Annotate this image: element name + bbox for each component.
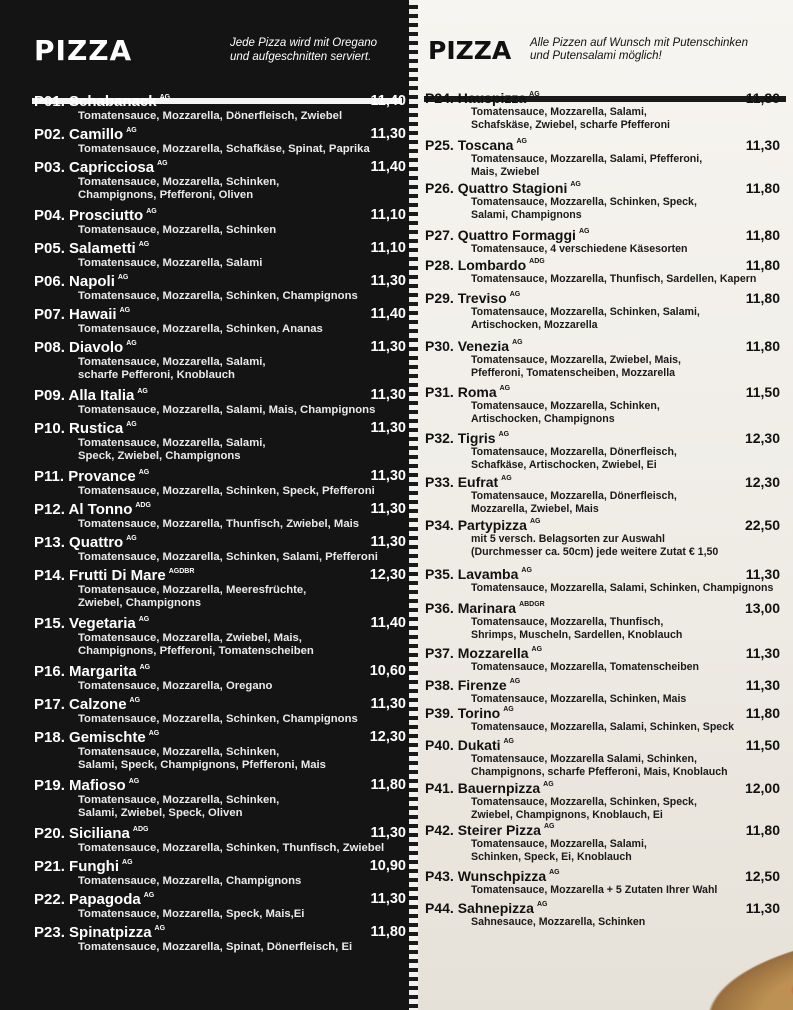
left-page-title: PIZZA (34, 34, 133, 67)
menu-item-number: P42. (425, 822, 454, 838)
allergen-code: AG (138, 469, 150, 476)
menu-item-price: 11,80 (745, 290, 780, 306)
menu-item-name: Prosciutto (69, 207, 144, 224)
menu-item-title (425, 822, 554, 838)
menu-item-price: 11,40 (370, 93, 406, 109)
menu-item-title (34, 207, 157, 224)
menu-item-description: Tomatensauce, Mozzarella, Schinken (78, 224, 277, 236)
menu-item-description: Tomatensauce, Mozzarella, Oregano (78, 680, 273, 692)
allergen-code: AG (529, 91, 540, 98)
allergen-code: AG (159, 94, 171, 101)
menu-item-name: Frutti Di Mare (69, 567, 166, 584)
menu-item-name: Mafioso (69, 777, 126, 794)
menu-item-price: 12,30 (369, 729, 406, 745)
menu-item-price: 12,30 (744, 430, 780, 446)
menu-item-number: P30. (425, 338, 454, 354)
menu-item-name: Calzone (69, 696, 127, 713)
menu-item-number: P33. (425, 474, 454, 490)
allergen-code: AG (570, 181, 581, 188)
menu-item-title (34, 273, 128, 290)
menu-item-title (34, 615, 149, 632)
menu-item-price: 11,80 (370, 924, 406, 940)
allergen-code: ADG (135, 502, 151, 509)
menu-item-title (34, 420, 137, 437)
menu-item-name: Alla Italia (68, 387, 135, 404)
allergen-code: AG (578, 228, 590, 235)
menu-item-title (425, 517, 540, 533)
menu-item-number: P01. (34, 93, 65, 110)
menu-item-name: Hauspizza (457, 90, 527, 106)
menu-item-title (34, 93, 170, 110)
menu-item-number: P12. (34, 501, 65, 518)
menu-item-title (425, 180, 581, 196)
menu-item-price: 11,10 (370, 207, 406, 223)
menu-item-description: Tomatensauce, Mozzarella, Schinken, Salami, Zwiebel, Speck, Oliven (78, 794, 280, 819)
allergen-code: AG (137, 388, 148, 395)
left-page-subtitle: Jede Pizza wird mit Oregano und aufgeschnitten serviert. (230, 37, 378, 63)
menu-item-number: P10. (34, 420, 65, 437)
menu-item-title (425, 137, 527, 153)
menu-item-description: Tomatensauce, Mozzarella, Schinken, Mais (471, 693, 687, 705)
menu-item-title (34, 663, 150, 680)
menu-item-description: Tomatensauce, Mozzarella, Schinken, Salami, Pfefferoni (78, 551, 378, 563)
allergen-code: AG (126, 340, 137, 347)
allergen-code: AG (543, 823, 555, 830)
allergen-code: AG (549, 869, 560, 876)
menu-item-title (34, 924, 165, 941)
menu-item-number: P07. (34, 306, 65, 323)
menu-item-number: P22. (34, 891, 65, 908)
menu-item-description: Tomatensauce, Mozzarella, Schinken, Speck, Zwiebel, Champignons, Knoblauch, Ei (471, 796, 697, 821)
menu-item-description: Sahnesauce, Mozzarella, Schinken (471, 916, 646, 928)
menu-item-title (425, 737, 514, 753)
allergen-code: AG (543, 781, 554, 788)
menu-item-description: Tomatensauce, Mozzarella, Salami, Schinken, Champignons (471, 582, 774, 594)
menu-item-title (425, 780, 554, 796)
menu-item-description: Tomatensauce, Mozzarella, Schinken, Salami, Artischocken, Mozzarella (471, 306, 700, 331)
menu-item-name: Mozzarella (457, 645, 529, 661)
allergen-code: AG (503, 706, 514, 713)
allergen-code: AG (139, 664, 151, 671)
menu-item-description: Tomatensauce, Mozzarella, Thunfisch, Shrimps, Muscheln, Sardellen, Knoblauch (471, 616, 683, 641)
allergen-code: AG (516, 138, 527, 145)
menu-item-description: Tomatensauce, Mozzarella, Salami, Pfefferoni, Mais, Zwiebel (471, 153, 703, 178)
menu-item-price: 11,80 (745, 227, 780, 243)
menu-item-price: 11,30 (370, 387, 406, 403)
menu-item-number: P40. (425, 737, 454, 753)
menu-item-price: 11,30 (370, 273, 406, 289)
allergen-code: AG (503, 738, 514, 745)
allergen-code: AG (122, 859, 133, 866)
menu-item-name: Hawaii (69, 306, 117, 323)
allergen-code: ADG (529, 258, 545, 265)
allergen-code: AG (138, 241, 150, 248)
menu-page-right (418, 0, 793, 1010)
menu-item-name: Quattro Formaggi (457, 227, 576, 243)
menu-item-description: Tomatensauce, Mozzarella, Schinken, Speck, Salami, Champignons (471, 196, 697, 221)
menu-item-description: Tomatensauce, Mozzarella, Schinken, Thunfisch, Zwiebel (78, 842, 385, 854)
menu-item-price: 11,80 (745, 90, 780, 106)
menu-item-title (425, 705, 514, 721)
menu-item-description: Tomatensauce, Mozzarella, Zwiebel, Mais, Champignons, Pfefferoni, Tomatenscheiben (78, 632, 314, 657)
menu-item-name: Bauernpizza (457, 780, 541, 796)
menu-item-number: P13. (34, 534, 65, 551)
menu-item-name: Sahnepizza (457, 900, 534, 916)
allergen-code: AG (117, 274, 129, 281)
menu-item-price: 11,30 (745, 137, 780, 153)
menu-item-title (34, 159, 168, 176)
right-page-subtitle: Alle Pizzen auf Wunsch mit Putenschinken und Putensalami möglich! (530, 37, 748, 62)
right-header (418, 28, 793, 78)
menu-item-number: P21. (34, 858, 65, 875)
menu-item-price: 11,30 (370, 501, 406, 517)
menu-item-number: P19. (34, 777, 65, 794)
allergen-code: AG (531, 646, 543, 653)
menu-item-name: Toscana (457, 137, 514, 153)
menu-item-number: P36. (425, 600, 454, 616)
menu-item-number: P41. (425, 780, 454, 796)
menu-item-number: P09. (34, 387, 65, 404)
allergen-code: AG (128, 778, 140, 785)
menu-item-title (34, 468, 149, 485)
allergen-code: AG (148, 730, 160, 737)
allergen-code: AG (154, 925, 166, 932)
menu-item-price: 11,80 (745, 257, 780, 273)
menu-item-number: P06. (34, 273, 65, 290)
menu-item-description: Tomatensauce, Mozzarella, Spinat, Dönerfleisch, Ei (78, 941, 353, 953)
menu-item-title (34, 240, 149, 257)
menu-item-title (34, 306, 130, 323)
menu-item-price: 11,80 (745, 705, 780, 721)
menu-item-price: 11,10 (370, 240, 406, 256)
menu-item-price: 12,00 (744, 780, 780, 796)
menu-item-name: Gemischte (69, 729, 146, 746)
menu-item-price: 11,30 (370, 534, 406, 550)
menu-item-price: 11,30 (370, 420, 406, 436)
allergen-code: AG (126, 127, 137, 134)
menu-item-description: Tomatensauce, Mozzarella, Salami, Schafskäse, Zwiebel, scharfe Pfefferoni (471, 106, 671, 131)
allergen-code: AG (509, 291, 521, 298)
menu-item-description: Tomatensauce, Mozzarella, Schinken, Salami, Speck, Champignons, Pfefferoni, Mais (78, 746, 326, 771)
menu-item-description: Tomatensauce, Mozzarella, Schinken, Artischocken, Champignons (471, 400, 660, 425)
allergen-code: AG (119, 307, 131, 314)
menu-item-number: P05. (34, 240, 65, 257)
menu-item-title (34, 825, 148, 842)
menu-item-description: Tomatensauce, Mozzarella, Speck, Mais,Ei (78, 908, 305, 920)
menu-item-description: Tomatensauce, Mozzarella, Salami, Mais, Champignons (78, 404, 376, 416)
menu-item-price: 11,30 (370, 126, 406, 142)
menu-item-price: 11,30 (745, 900, 780, 916)
menu-item-description: Tomatensauce, Mozzarella, Thunfisch, Zwiebel, Mais (78, 518, 360, 530)
allergen-code: AG (512, 339, 523, 346)
menu-item-price: 11,50 (745, 737, 780, 753)
menu-item-description: Tomatensauce, Mozzarella, Zwiebel, Mais, Pfefferoni, Tomatenscheiben, Mozzarella (471, 354, 681, 379)
menu-item-name: Lombardo (457, 257, 527, 273)
menu-item-title (425, 90, 540, 106)
menu-item-price: 12,30 (369, 567, 406, 583)
menu-item-description: Tomatensauce, Mozzarella, Schinken, Champignons (78, 290, 358, 302)
menu-item-title (425, 900, 547, 916)
menu-item-title (425, 600, 545, 616)
menu-item-price: 11,30 (745, 677, 780, 693)
menu-item-name: Schabanack (69, 93, 157, 110)
menu-item-number: P17. (34, 696, 65, 713)
menu-item-number: P16. (34, 663, 65, 680)
menu-item-name: Vegetaria (69, 615, 136, 632)
menu-item-price: 11,30 (370, 696, 406, 712)
menu-item-name: Steirer Pizza (457, 822, 541, 838)
menu-item-description: Tomatensauce, Mozzarella, Schinken, Champignons, Pfefferoni, Oliven (78, 176, 280, 201)
allergen-code: AG (157, 160, 168, 167)
menu-item-title (425, 645, 542, 661)
menu-item-price: 11,30 (370, 825, 406, 841)
menu-item-description: Tomatensauce, Mozzarella, Salami, Speck, Zwiebel, Champignons (78, 437, 266, 462)
menu-item-number: P26. (425, 180, 454, 196)
menu-item-name: Dukati (457, 737, 501, 753)
menu-item-title (425, 227, 589, 243)
allergen-code: AG (501, 475, 512, 482)
menu-item-name: Salametti (69, 240, 136, 257)
menu-item-title (34, 696, 140, 713)
menu-item-title (425, 474, 512, 490)
menu-item-price: 11,50 (745, 384, 780, 400)
menu-item-description: Tomatensauce, Mozzarella, Champignons (78, 875, 302, 887)
menu-item-title (425, 566, 532, 582)
menu-item-title (425, 290, 520, 306)
menu-item-price: 12,50 (744, 868, 780, 884)
menu-item-price: 11,40 (370, 159, 406, 175)
menu-item-name: Napoli (69, 273, 115, 290)
menu-item-price: 11,80 (370, 777, 406, 793)
menu-item-number: P34. (425, 517, 454, 533)
menu-item-number: P28. (425, 257, 454, 273)
menu-item-price: 22,50 (744, 517, 780, 533)
menu-item-name: Partypizza (457, 517, 527, 533)
allergen-code: AG (126, 421, 137, 428)
menu-item-number: P04. (34, 207, 65, 224)
menu-item-number: P35. (425, 566, 454, 582)
menu-item-price: 11,30 (370, 891, 406, 907)
menu-item-description: Tomatensauce, Mozzarella, Schinken, Ananas (78, 323, 323, 335)
menu-item-number: P15. (34, 615, 65, 632)
menu-item-number: P39. (425, 705, 454, 721)
menu-item-number: P23. (34, 924, 65, 941)
allergen-code: AG (536, 901, 548, 908)
menu-item-description: Tomatensauce, Mozzarella, Schinken, Speck, Pfefferoni (78, 485, 375, 497)
menu-item-title (425, 384, 510, 400)
menu-item-number: P27. (425, 227, 454, 243)
menu-item-price: 11,30 (370, 339, 406, 355)
menu-item-description: Tomatensauce, Mozzarella, Salami (78, 257, 263, 269)
menu-item-name: Diavolo (69, 339, 124, 356)
allergen-code: AG (521, 567, 532, 574)
allergen-code: AG (499, 385, 511, 392)
menu-item-price: 11,80 (745, 180, 780, 196)
menu-item-title (425, 338, 523, 354)
allergen-code: AG (509, 678, 521, 685)
menu-item-name: Provance (68, 468, 136, 485)
menu-item-name: Roma (457, 384, 497, 400)
menu-item-name: Marinara (457, 600, 517, 616)
menu-item-number: P25. (425, 137, 454, 153)
menu-item-number: P24. (425, 90, 454, 106)
allergen-code: AG (143, 892, 155, 899)
menu-item-price: 11,30 (745, 566, 780, 582)
menu-item-name: Tigris (457, 430, 496, 446)
allergen-code: AG (146, 208, 157, 215)
menu-item-number: P43. (425, 868, 454, 884)
menu-item-name: Siciliana (69, 825, 130, 842)
menu-item-title (34, 339, 137, 356)
allergen-code: ADG (132, 826, 149, 833)
menu-item-number: P18. (34, 729, 65, 746)
menu-item-price: 10,60 (369, 663, 406, 679)
menu-item-price: 11,80 (745, 338, 780, 354)
allergen-code: AG (126, 535, 137, 542)
menu-item-title (425, 868, 560, 884)
menu-item-number: P37. (425, 645, 454, 661)
menu-item-price: 11,30 (370, 468, 406, 484)
menu-item-title (34, 858, 133, 875)
menu-item-name: Firenze (457, 677, 507, 693)
menu-item-name: Venezia (457, 338, 510, 354)
allergen-code: ABDGR (519, 601, 545, 608)
menu-item-number: P02. (34, 126, 65, 143)
right-page-title: PIZZA (428, 36, 512, 65)
menu-item-name: Camillo (69, 126, 124, 143)
pizza-photo (708, 930, 793, 1010)
menu-item-name: Treviso (457, 290, 507, 306)
allergen-code: AG (498, 431, 510, 438)
menu-item-name: Funghi (69, 858, 120, 875)
menu-item-description: Tomatensauce, Mozzarella, Tomatenscheiben (471, 661, 700, 673)
menu-item-name: Quattro (69, 534, 124, 551)
menu-item-name: Capricciosa (69, 159, 155, 176)
menu-item-description: Tomatensauce, Mozzarella + 5 Zutaten Ihrer Wahl (471, 884, 718, 896)
menu-item-number: P31. (425, 384, 454, 400)
menu-item-title (34, 534, 137, 551)
menu-item-number: P38. (425, 677, 454, 693)
menu-item-title (34, 891, 154, 908)
menu-item-number: P11. (34, 468, 65, 485)
menu-item-name: Papagoda (69, 891, 141, 908)
menu-item-title (425, 677, 520, 693)
menu-item-description: Tomatensauce, Mozzarella, Thunfisch, Sardellen, Kapern (471, 273, 757, 285)
menu-item-description: Tomatensauce, Mozzarella, Dönerfleisch, Schafkäse, Artischocken, Zwiebel, Ei (471, 446, 677, 471)
menu-item-name: Spinatpizza (69, 924, 152, 941)
menu-item-number: P44. (425, 900, 454, 916)
menu-item-price: 11,40 (370, 306, 406, 322)
menu-item-number: P03. (34, 159, 65, 176)
menu-item-description: Tomatensauce, Mozzarella, Salami, Schinken, Speck, Ei, Knoblauch (471, 838, 647, 863)
menu-item-name: Eufrat (457, 474, 499, 490)
menu-item-description: Tomatensauce, Mozzarella, Schafkäse, Spinat, Paprika (78, 143, 370, 155)
menu-item-title (34, 501, 151, 518)
menu-item-description: Tomatensauce, 4 verschiedene Käsesorten (471, 243, 688, 255)
menu-item-description: Tomatensauce, Mozzarella, Meeresfrüchte, Zwiebel, Champignons (78, 584, 307, 609)
left-header (0, 28, 410, 78)
menu-item-title (34, 777, 139, 794)
menu-item-description: mit 5 versch. Belagsorten zur Auswahl (Durchmesser ca. 50cm) jede weitere Zutat € 1,50 (471, 533, 719, 558)
menu-item-title (34, 387, 148, 404)
menu-item-description: Tomatensauce, Mozzarella, Salami, Schinken, Speck (471, 721, 734, 733)
allergen-code: AG (529, 518, 541, 525)
menu-item-price: 13,00 (744, 600, 780, 616)
menu-item-number: P20. (34, 825, 65, 842)
menu-item-title (34, 729, 159, 746)
menu-item-name: Margarita (69, 663, 137, 680)
menu-item-number: P14. (34, 567, 65, 584)
menu-item-title (34, 126, 137, 143)
menu-item-description: Tomatensauce, Mozzarella, Dönerfleisch, Mozzarella, Zwiebel, Mais (471, 490, 677, 515)
menu-item-description: Tomatensauce, Mozzarella, Salami, scharfe Pefferoni, Knoblauch (78, 356, 266, 381)
menu-item-name: Lavamba (457, 566, 519, 582)
menu-item-title (425, 257, 545, 273)
menu-item-price: 11,30 (745, 645, 780, 661)
menu-item-name: Al Tonno (68, 501, 133, 518)
menu-item-description: Tomatensauce, Mozzarella, Dönerfleisch, Zwiebel (78, 110, 343, 122)
menu-item-price: 11,40 (370, 615, 406, 631)
menu-item-number: P29. (425, 290, 454, 306)
menu-item-name: Wunschpizza (457, 868, 547, 884)
menu-item-price: 11,80 (745, 822, 780, 838)
menu-item-name: Torino (457, 705, 501, 721)
menu-item-name: Rustica (69, 420, 124, 437)
menu-item-description: Tomatensauce, Mozzarella, Schinken, Champignons (78, 713, 358, 725)
menu-item-title (425, 430, 509, 446)
allergen-code: AG (129, 697, 141, 704)
menu-item-name: Quattro Stagioni (457, 180, 568, 196)
menu-item-price: 10,90 (369, 858, 406, 874)
menu-item-title (34, 567, 194, 584)
allergen-code: AG (138, 616, 150, 623)
allergen-code: AGDBR (168, 568, 195, 575)
menu-item-price: 12,30 (744, 474, 780, 490)
menu-item-number: P08. (34, 339, 65, 356)
menu-item-description: Tomatensauce, Mozzarella Salami, Schinken, Champignons, scharfe Pfefferoni, Mais, Knoblauch (471, 753, 728, 778)
menu-item-number: P32. (425, 430, 454, 446)
